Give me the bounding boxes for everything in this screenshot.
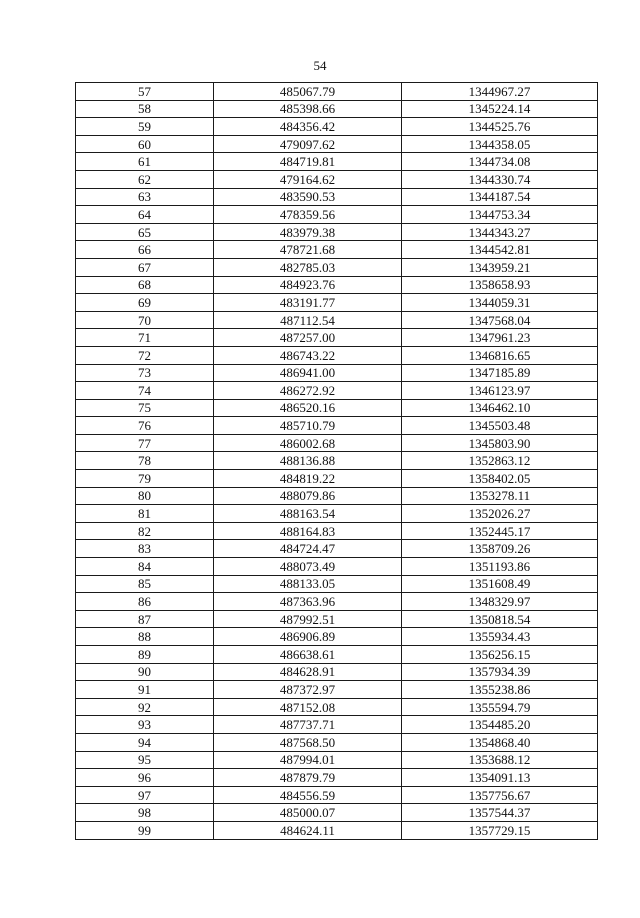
y-coordinate-cell: 1354868.40	[402, 733, 598, 751]
point-number-cell: 94	[76, 733, 214, 751]
point-number-cell: 85	[76, 575, 214, 593]
y-coordinate-cell: 1354091.13	[402, 769, 598, 787]
table-row	[76, 170, 598, 188]
point-number-cell: 90	[76, 663, 214, 681]
point-number-cell: 92	[76, 698, 214, 716]
table-row	[76, 153, 598, 171]
x-coordinate-cell: 486941.00	[214, 364, 402, 382]
x-coordinate-cell: 488133.05	[214, 575, 402, 593]
x-coordinate-cell: 484624.11	[214, 821, 402, 839]
x-coordinate-cell: 485000.07	[214, 804, 402, 822]
x-coordinate-cell: 484628.91	[214, 663, 402, 681]
y-coordinate-cell: 1346123.97	[402, 382, 598, 400]
x-coordinate-cell: 478359.56	[214, 206, 402, 224]
point-number-cell: 68	[76, 276, 214, 294]
table-row	[76, 118, 598, 136]
x-coordinate-cell: 486638.61	[214, 646, 402, 664]
page-number: 54	[313, 58, 327, 73]
x-coordinate-cell: 487737.71	[214, 716, 402, 734]
point-number-cell: 66	[76, 241, 214, 259]
point-number-cell: 71	[76, 329, 214, 347]
y-coordinate-cell: 1357544.37	[402, 804, 598, 822]
point-number-cell: 86	[76, 593, 214, 611]
table-row	[76, 329, 598, 347]
point-number-cell: 84	[76, 558, 214, 576]
y-coordinate-cell: 1354485.20	[402, 716, 598, 734]
point-number-cell: 67	[76, 258, 214, 276]
table-row	[76, 575, 598, 593]
table-row	[76, 505, 598, 523]
table-row	[76, 258, 598, 276]
y-coordinate-cell: 1345224.14	[402, 100, 598, 118]
x-coordinate-cell: 486743.22	[214, 346, 402, 364]
x-coordinate-cell: 484556.59	[214, 786, 402, 804]
table-row	[76, 364, 598, 382]
x-coordinate-cell: 486906.89	[214, 628, 402, 646]
point-number-cell: 61	[76, 153, 214, 171]
point-number-cell: 82	[76, 522, 214, 540]
table-row	[76, 628, 598, 646]
x-coordinate-cell: 487112.54	[214, 311, 402, 329]
x-coordinate-cell: 486520.16	[214, 399, 402, 417]
y-coordinate-cell: 1351193.86	[402, 558, 598, 576]
point-number-cell: 93	[76, 716, 214, 734]
point-number-cell: 76	[76, 417, 214, 435]
x-coordinate-cell: 487994.01	[214, 751, 402, 769]
point-number-cell: 97	[76, 786, 214, 804]
table-row	[76, 593, 598, 611]
y-coordinate-cell: 1347185.89	[402, 364, 598, 382]
x-coordinate-cell: 485710.79	[214, 417, 402, 435]
table-row	[76, 346, 598, 364]
y-coordinate-cell: 1345503.48	[402, 417, 598, 435]
point-number-cell: 69	[76, 294, 214, 312]
y-coordinate-cell: 1358658.93	[402, 276, 598, 294]
x-coordinate-cell: 488163.54	[214, 505, 402, 523]
table-row	[76, 769, 598, 787]
y-coordinate-cell: 1344358.05	[402, 135, 598, 153]
table-row	[76, 135, 598, 153]
y-coordinate-cell: 1357756.67	[402, 786, 598, 804]
y-coordinate-cell: 1344734.08	[402, 153, 598, 171]
table-row	[76, 733, 598, 751]
x-coordinate-cell: 485398.66	[214, 100, 402, 118]
y-coordinate-cell: 1344330.74	[402, 170, 598, 188]
x-coordinate-cell: 478721.68	[214, 241, 402, 259]
y-coordinate-cell: 1346462.10	[402, 399, 598, 417]
y-coordinate-cell: 1355934.43	[402, 628, 598, 646]
coordinate-table	[75, 82, 598, 840]
table-row	[76, 434, 598, 452]
point-number-cell: 89	[76, 646, 214, 664]
table-row	[76, 452, 598, 470]
y-coordinate-cell: 1355238.86	[402, 681, 598, 699]
x-coordinate-cell: 479097.62	[214, 135, 402, 153]
table-row	[76, 294, 598, 312]
point-number-cell: 87	[76, 610, 214, 628]
x-coordinate-cell: 487372.97	[214, 681, 402, 699]
table-row	[76, 610, 598, 628]
point-number-cell: 70	[76, 311, 214, 329]
table-row	[76, 716, 598, 734]
point-number-cell: 79	[76, 470, 214, 488]
table-row	[76, 786, 598, 804]
x-coordinate-cell: 483590.53	[214, 188, 402, 206]
point-number-cell: 77	[76, 434, 214, 452]
x-coordinate-cell: 486002.68	[214, 434, 402, 452]
point-number-cell: 80	[76, 487, 214, 505]
table-row	[76, 558, 598, 576]
point-number-cell: 59	[76, 118, 214, 136]
x-coordinate-cell: 483979.38	[214, 223, 402, 241]
table-row	[76, 470, 598, 488]
y-coordinate-cell: 1355594.79	[402, 698, 598, 716]
x-coordinate-cell: 484923.76	[214, 276, 402, 294]
point-number-cell: 96	[76, 769, 214, 787]
point-number-cell: 99	[76, 821, 214, 839]
y-coordinate-cell: 1357729.15	[402, 821, 598, 839]
x-coordinate-cell: 484356.42	[214, 118, 402, 136]
point-number-cell: 83	[76, 540, 214, 558]
y-coordinate-cell: 1358709.26	[402, 540, 598, 558]
x-coordinate-cell: 485067.79	[214, 83, 402, 101]
table-row	[76, 821, 598, 839]
table-row	[76, 382, 598, 400]
y-coordinate-cell: 1347961.23	[402, 329, 598, 347]
point-number-cell: 73	[76, 364, 214, 382]
y-coordinate-cell: 1352863.12	[402, 452, 598, 470]
coordinate-table-body	[76, 83, 598, 840]
x-coordinate-cell: 484719.81	[214, 153, 402, 171]
table-row	[76, 646, 598, 664]
y-coordinate-cell: 1351608.49	[402, 575, 598, 593]
point-number-cell: 81	[76, 505, 214, 523]
point-number-cell: 88	[76, 628, 214, 646]
table-row	[76, 804, 598, 822]
x-coordinate-cell: 488079.86	[214, 487, 402, 505]
x-coordinate-cell: 487363.96	[214, 593, 402, 611]
x-coordinate-cell: 483191.77	[214, 294, 402, 312]
x-coordinate-cell: 486272.92	[214, 382, 402, 400]
point-number-cell: 78	[76, 452, 214, 470]
y-coordinate-cell: 1357934.39	[402, 663, 598, 681]
table-row	[76, 698, 598, 716]
table-row	[76, 399, 598, 417]
table-row	[76, 681, 598, 699]
y-coordinate-cell: 1344753.34	[402, 206, 598, 224]
y-coordinate-cell: 1356256.15	[402, 646, 598, 664]
x-coordinate-cell: 484724.47	[214, 540, 402, 558]
x-coordinate-cell: 487992.51	[214, 610, 402, 628]
point-number-cell: 72	[76, 346, 214, 364]
x-coordinate-cell: 488164.83	[214, 522, 402, 540]
table-row	[76, 663, 598, 681]
point-number-cell: 91	[76, 681, 214, 699]
y-coordinate-cell: 1344343.27	[402, 223, 598, 241]
x-coordinate-cell: 482785.03	[214, 258, 402, 276]
y-coordinate-cell: 1344542.81	[402, 241, 598, 259]
x-coordinate-cell: 487257.00	[214, 329, 402, 347]
y-coordinate-cell: 1358402.05	[402, 470, 598, 488]
table-row	[76, 276, 598, 294]
y-coordinate-cell: 1352026.27	[402, 505, 598, 523]
table-row	[76, 188, 598, 206]
y-coordinate-cell: 1348329.97	[402, 593, 598, 611]
x-coordinate-cell: 479164.62	[214, 170, 402, 188]
table-row	[76, 311, 598, 329]
x-coordinate-cell: 487568.50	[214, 733, 402, 751]
point-number-cell: 62	[76, 170, 214, 188]
table-row	[76, 206, 598, 224]
x-coordinate-cell: 487152.08	[214, 698, 402, 716]
table-row	[76, 522, 598, 540]
x-coordinate-cell: 484819.22	[214, 470, 402, 488]
point-number-cell: 98	[76, 804, 214, 822]
y-coordinate-cell: 1346816.65	[402, 346, 598, 364]
table-row	[76, 83, 598, 101]
x-coordinate-cell: 488136.88	[214, 452, 402, 470]
table-row	[76, 223, 598, 241]
table-row	[76, 241, 598, 259]
point-number-cell: 58	[76, 100, 214, 118]
point-number-cell: 65	[76, 223, 214, 241]
table-row	[76, 751, 598, 769]
point-number-cell: 75	[76, 399, 214, 417]
y-coordinate-cell: 1347568.04	[402, 311, 598, 329]
x-coordinate-cell: 487879.79	[214, 769, 402, 787]
y-coordinate-cell: 1344525.76	[402, 118, 598, 136]
y-coordinate-cell: 1353278.11	[402, 487, 598, 505]
point-number-cell: 74	[76, 382, 214, 400]
y-coordinate-cell: 1353688.12	[402, 751, 598, 769]
y-coordinate-cell: 1345803.90	[402, 434, 598, 452]
x-coordinate-cell: 488073.49	[214, 558, 402, 576]
y-coordinate-cell: 1350818.54	[402, 610, 598, 628]
y-coordinate-cell: 1344187.54	[402, 188, 598, 206]
table-row	[76, 540, 598, 558]
point-number-cell: 57	[76, 83, 214, 101]
point-number-cell: 60	[76, 135, 214, 153]
point-number-cell: 63	[76, 188, 214, 206]
point-number-cell: 95	[76, 751, 214, 769]
table-row	[76, 487, 598, 505]
y-coordinate-cell: 1352445.17	[402, 522, 598, 540]
table-row	[76, 100, 598, 118]
point-number-cell: 64	[76, 206, 214, 224]
y-coordinate-cell: 1343959.21	[402, 258, 598, 276]
y-coordinate-cell: 1344059.31	[402, 294, 598, 312]
y-coordinate-cell: 1344967.27	[402, 83, 598, 101]
table-row	[76, 417, 598, 435]
